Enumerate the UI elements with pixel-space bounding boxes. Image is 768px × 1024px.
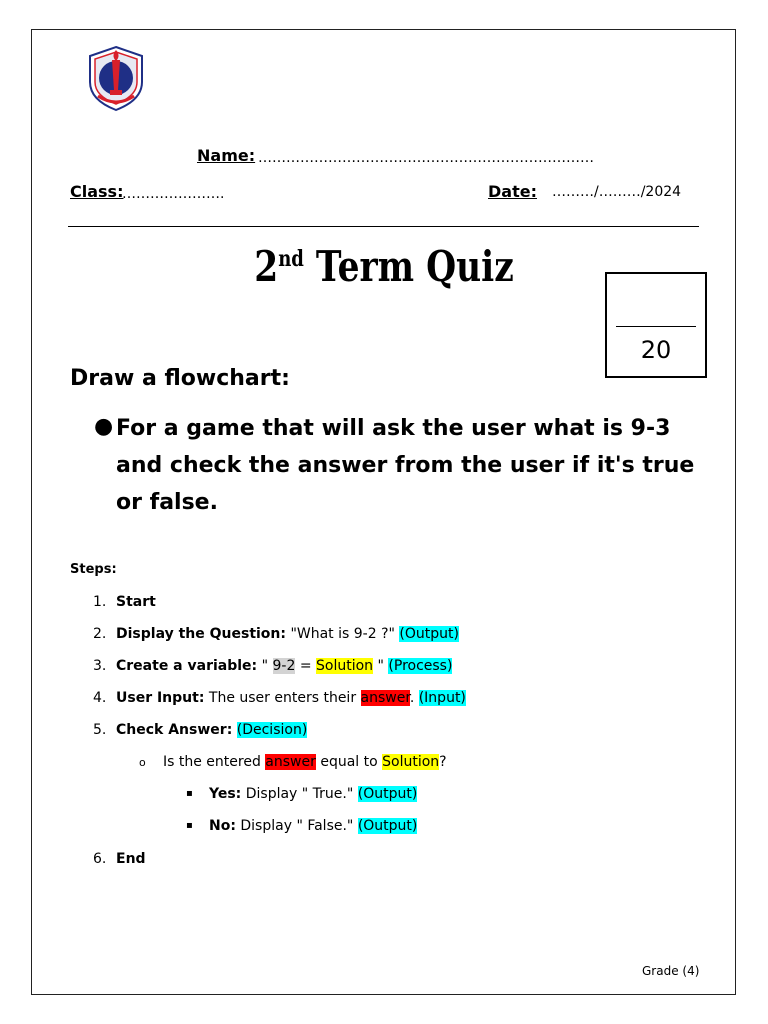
school-logo [82, 44, 150, 112]
input-tag: (Input) [418, 690, 466, 706]
step-user-input: User Input: The user enters their answer. (Input) [116, 690, 466, 706]
step-number: 6. [93, 851, 107, 867]
bullet-icon: ● [94, 414, 114, 439]
header-divider [68, 226, 699, 227]
step-create-variable: Create a variable: " 9-2 = Solution " (Process) [116, 658, 453, 674]
class-field[interactable]: …………………. [122, 186, 225, 202]
score-total: 20 [640, 336, 672, 364]
step-number: 4. [93, 690, 107, 706]
date-field[interactable]: ………/………/2024 [552, 184, 682, 200]
page-title: 2nd Term Quiz [254, 242, 514, 291]
step-no-branch: No: Display " False." (Output) [209, 818, 418, 834]
output-tag: (Output) [357, 818, 418, 834]
output-tag: (Output) [357, 786, 418, 802]
steps-label: Steps: [70, 562, 117, 577]
step-end: End [116, 851, 146, 867]
score-box [605, 272, 707, 378]
decision-tag: (Decision) [236, 722, 308, 738]
date-label: Date: [488, 182, 537, 201]
step-display-question: Display the Question: "What is 9-2 ?" (Output) [116, 626, 459, 642]
step-sub-condition: Is the entered answer equal to Solution? [163, 754, 447, 770]
step-number: 3. [93, 658, 107, 674]
question-heading: Draw a flowchart: [70, 366, 290, 391]
step-number: 5. [93, 722, 107, 738]
square-bullet-icon: ▪ [186, 788, 193, 799]
square-bullet-icon: ▪ [186, 820, 193, 831]
grade-label: Grade (4) [642, 964, 700, 978]
score-blank-line [616, 326, 696, 327]
name-label: Name: [197, 146, 256, 165]
step-number: 2. [93, 626, 107, 642]
process-tag: (Process) [388, 658, 453, 674]
output-tag: (Output) [399, 626, 459, 642]
name-field[interactable]: ……………………………………………………………… [258, 150, 594, 166]
class-label: Class: [70, 182, 124, 201]
sub-bullet-icon: o [139, 756, 146, 769]
step-number: 1. [93, 594, 107, 610]
question-text: For a game that will ask the user what is 9-3 and check the answer from the user if it's true or false. [116, 416, 695, 515]
step-start: Start [116, 594, 156, 610]
step-yes-branch: Yes: Display " True." (Output) [209, 786, 418, 802]
step-check-answer: Check Answer: (Decision) [116, 722, 308, 738]
